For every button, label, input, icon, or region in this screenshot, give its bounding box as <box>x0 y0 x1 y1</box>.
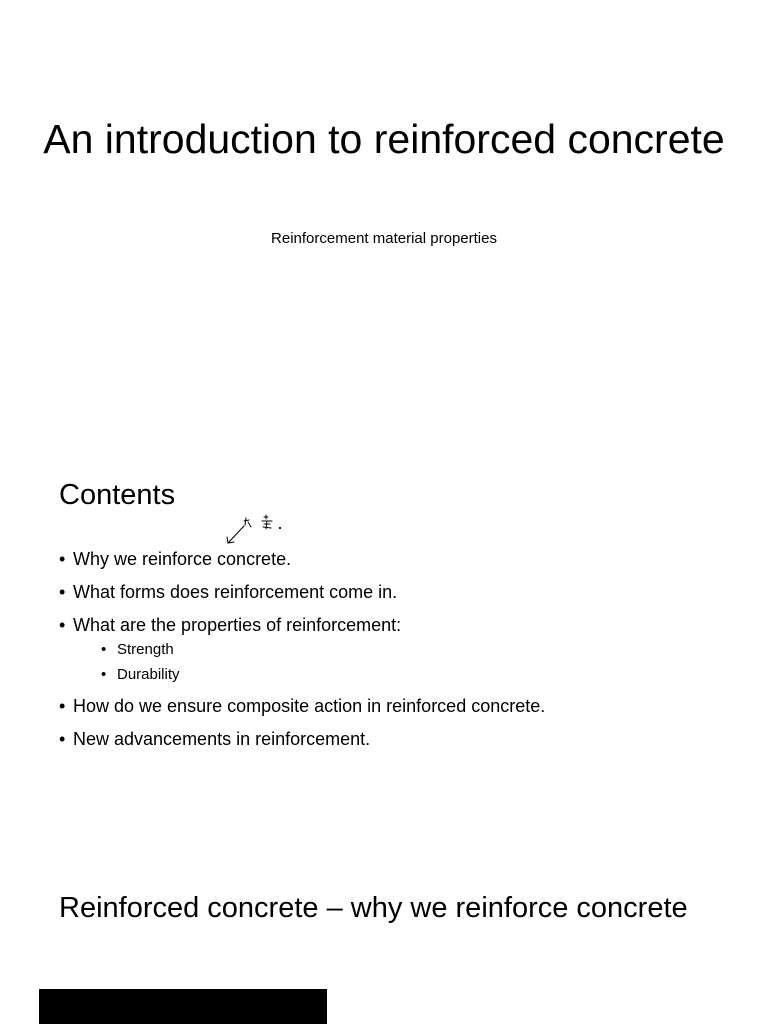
slide-image-block <box>39 989 327 1024</box>
contents-list <box>59 547 739 760</box>
slide-title: An introduction to reinforced concrete <box>43 116 725 162</box>
contents-heading: Contents <box>59 479 176 511</box>
section-heading: Reinforced concrete – why we reinforce concrete <box>59 892 688 924</box>
sub-list-item: • Durability <box>101 665 739 685</box>
sub-list <box>73 640 739 685</box>
list-item: • What forms does reinforcement come in. <box>59 580 739 604</box>
list-item: • New advancements in reinforcement. <box>59 727 739 751</box>
list-item: • Why we reinforce concrete. <box>59 547 739 571</box>
handwritten-arrow-icon <box>224 512 288 548</box>
sub-list-item: • Strength <box>101 640 739 660</box>
list-item: • How do we ensure composite action in reinforced concrete. <box>59 694 739 718</box>
list-item <box>59 613 739 685</box>
slide-subtitle: Reinforcement material properties <box>271 230 497 247</box>
list-item-label: What are the properties of reinforcement: <box>73 615 402 635</box>
